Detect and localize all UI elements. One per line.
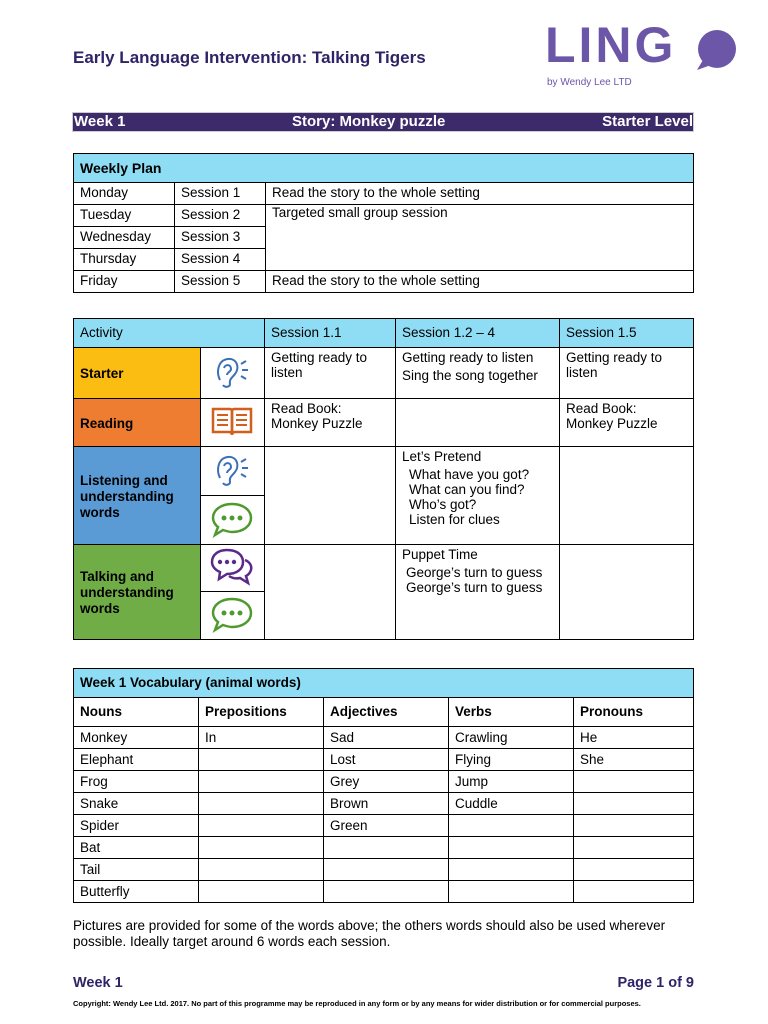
vocab-cell: Cuddle	[449, 793, 574, 815]
week-label: Week 1	[74, 113, 126, 130]
speech-bubble-icon	[210, 500, 254, 538]
vocab-cell: Grey	[324, 771, 449, 793]
vocab-cell: Butterfly	[74, 881, 199, 903]
starter-row	[74, 348, 694, 399]
reading-label: Reading	[74, 399, 201, 447]
reading-session-1-5: Read Book: Monkey Puzzle	[560, 399, 694, 447]
day-cell: Friday	[74, 271, 175, 293]
vocab-cell: Spider	[74, 815, 199, 837]
activity-title: Let’s Pretend	[402, 449, 482, 464]
table-row	[74, 793, 694, 815]
starter-label: Starter	[74, 348, 201, 399]
vocab-cell	[574, 881, 694, 903]
reading-session-1-1: Read Book: Monkey Puzzle	[265, 399, 396, 447]
vocab-cell	[199, 771, 324, 793]
vocab-cell: Bat	[74, 837, 199, 859]
list-item: Listen for clues	[409, 512, 500, 527]
vocab-cell	[199, 749, 324, 771]
listening-label: Listening and understanding words	[74, 447, 201, 545]
starter-session-1-1: Getting ready to listen	[265, 348, 396, 399]
talking-session-1-5	[560, 545, 694, 640]
list-item: What have you got?	[409, 467, 530, 482]
lingo-logo	[545, 17, 745, 92]
ear-icon-cell	[200, 348, 264, 399]
speech-icon-cell	[200, 592, 264, 640]
listening-session-1-2-4	[396, 447, 560, 545]
column-header: Adjectives	[324, 698, 449, 727]
vocab-cell	[449, 859, 574, 881]
book-icon-cell	[200, 399, 264, 447]
talking-session-1-2-4	[396, 545, 560, 640]
vocab-cell: Sad	[324, 727, 449, 749]
vocab-cell: He	[574, 727, 694, 749]
vocab-cell	[324, 837, 449, 859]
speech-bubble-icon	[210, 595, 254, 633]
activity-list	[402, 565, 553, 595]
ear-icon-cell	[200, 447, 264, 496]
column-header: Nouns	[74, 698, 199, 727]
speech-icon-cell	[200, 496, 264, 545]
vocab-cell: In	[199, 727, 324, 749]
table-row	[74, 183, 694, 205]
week-banner	[72, 112, 694, 132]
table-row	[74, 727, 694, 749]
session-description: Read the story to the whole setting	[266, 183, 694, 205]
chat-icon-cell	[200, 545, 264, 592]
vocab-cell	[324, 881, 449, 903]
vocab-cell	[574, 793, 694, 815]
vocab-cell	[574, 771, 694, 793]
vocab-cell	[574, 837, 694, 859]
activity-list	[402, 467, 553, 527]
activity-table	[73, 318, 694, 640]
vocab-cell	[449, 837, 574, 859]
session-header: Session 1.1	[265, 319, 396, 348]
vocab-cell: Jump	[449, 771, 574, 793]
ear-icon	[212, 354, 252, 390]
vocab-cell	[324, 859, 449, 881]
listening-row	[74, 447, 694, 496]
session-cell: Session 2	[175, 205, 266, 227]
starter-session-1-5: Getting ready to listen	[560, 348, 694, 399]
starter-session-1-2-4	[396, 348, 560, 399]
column-header: Pronouns	[574, 698, 694, 727]
starter-activity-b: Sing the song together	[402, 368, 538, 383]
vocab-cell: Flying	[449, 749, 574, 771]
day-cell: Wednesday	[74, 227, 175, 249]
footer-week: Week 1	[73, 975, 123, 991]
logo-wordmark: LING	[545, 17, 677, 73]
level-label: Starter Level	[602, 113, 693, 130]
table-row	[74, 771, 694, 793]
ear-icon	[212, 452, 252, 488]
talking-session-1-1	[265, 545, 396, 640]
vocabulary-heading: Week 1 Vocabulary (animal words)	[74, 669, 694, 698]
starter-activity-a: Getting ready to listen	[402, 350, 534, 365]
listening-session-1-5	[560, 447, 694, 545]
vocab-cell: Tail	[74, 859, 199, 881]
vocab-cell	[199, 793, 324, 815]
vocab-cell	[199, 881, 324, 903]
weekly-plan-heading: Weekly Plan	[74, 154, 694, 183]
activity-header-row	[74, 319, 694, 348]
weekly-plan-table	[73, 153, 694, 293]
talking-row	[74, 545, 694, 592]
copyright-notice: Copyright: Wendy Lee Ltd. 2017. No part of this programme may be reproduced in any form or by any means for wider distribution or for commercial purposes.	[73, 999, 641, 1008]
session-cell: Session 3	[175, 227, 266, 249]
table-row	[74, 749, 694, 771]
vocabulary-column-headers	[74, 698, 694, 727]
day-cell: Thursday	[74, 249, 175, 271]
vocab-cell	[199, 815, 324, 837]
list-item: Who’s got?	[409, 497, 477, 512]
logo-subtitle: by Wendy Lee LTD	[547, 77, 632, 88]
session-description: Read the story to the whole setting	[266, 271, 694, 293]
session-header: Session 1.5	[560, 319, 694, 348]
reading-session-1-2-4	[396, 399, 560, 447]
table-row	[74, 881, 694, 903]
day-cell: Tuesday	[74, 205, 175, 227]
page-number: Page 1 of 9	[617, 975, 694, 991]
day-cell: Monday	[74, 183, 175, 205]
session-cell: Session 4	[175, 249, 266, 271]
list-item: George’s turn to guess	[406, 565, 543, 580]
vocab-cell: Crawling	[449, 727, 574, 749]
table-row	[74, 271, 694, 293]
listening-session-1-1	[265, 447, 396, 545]
vocab-cell	[574, 815, 694, 837]
vocab-cell	[199, 859, 324, 881]
chat-bubbles-icon	[209, 547, 255, 587]
vocab-cell: Monkey	[74, 727, 199, 749]
session-cell: Session 1	[175, 183, 266, 205]
document-title: Early Language Intervention: Talking Tigers	[73, 48, 426, 67]
vocab-cell: Brown	[324, 793, 449, 815]
list-item: What can you find?	[409, 482, 525, 497]
session-description: Targeted small group session	[266, 205, 694, 271]
vocab-cell	[199, 837, 324, 859]
table-row	[74, 205, 694, 227]
session-cell: Session 5	[175, 271, 266, 293]
activity-title: Puppet Time	[402, 547, 478, 562]
reading-row	[74, 399, 694, 447]
session-header: Session 1.2 – 4	[396, 319, 560, 348]
talking-label: Talking and understanding words	[74, 545, 201, 640]
column-header: Verbs	[449, 698, 574, 727]
vocab-cell: Lost	[324, 749, 449, 771]
table-row	[74, 859, 694, 881]
vocab-cell: Frog	[74, 771, 199, 793]
column-header: Prepositions	[199, 698, 324, 727]
table-row	[74, 837, 694, 859]
list-item: George’s turn to guess	[406, 580, 543, 595]
vocab-cell: She	[574, 749, 694, 771]
vocabulary-rows	[74, 727, 694, 903]
vocab-cell	[449, 815, 574, 837]
vocabulary-table	[73, 668, 694, 903]
vocab-cell: Elephant	[74, 749, 199, 771]
vocab-cell: Snake	[74, 793, 199, 815]
story-label: Story: Monkey puzzle	[292, 113, 446, 130]
book-icon	[210, 404, 254, 438]
vocab-cell: Green	[324, 815, 449, 837]
vocab-cell	[574, 859, 694, 881]
activity-header: Activity	[74, 319, 265, 348]
table-row	[74, 815, 694, 837]
logo-bubble-icon	[695, 28, 739, 72]
vocabulary-note: Pictures are provided for some of the words above; the others words should also be used wherever possible. Ideally target around 6 words each session.	[73, 918, 666, 949]
vocab-cell	[449, 881, 574, 903]
